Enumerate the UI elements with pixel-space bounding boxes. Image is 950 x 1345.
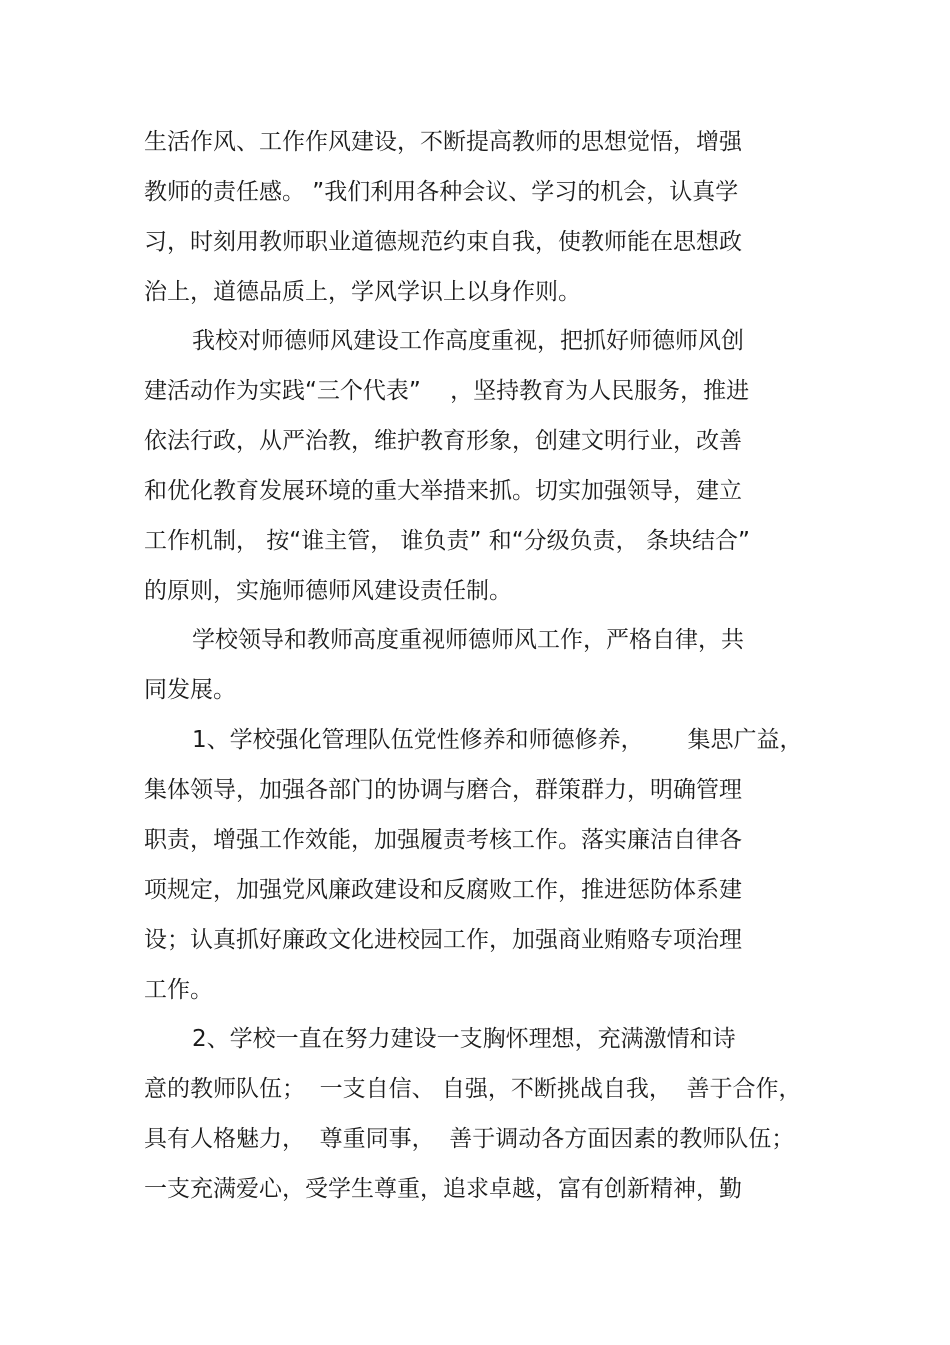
paragraph-start-line: 我校对师德师风建设工作高度重视，把抓好师德师风创 <box>192 328 744 354</box>
text-line: 意的教师队伍； 一支自信、 自强，不断挑战自我， 善于合作， <box>144 1076 802 1102</box>
text-line: 工作。 <box>144 977 213 1003</box>
text-line: 工作机制， 按“谁主管， 谁负责” 和“分级负责， 条块结合” <box>144 528 750 554</box>
text-line: 职责，增强工作效能，加强履责考核工作。落实廉洁自律各 <box>144 827 742 853</box>
text-line: 设；认真抓好廉政文化进校园工作，加强商业贿赂专项治理 <box>144 927 742 953</box>
paragraph-start-line: 2、学校一直在努力建设一支胸怀理想，充满激情和诗 <box>192 1026 736 1052</box>
text-line: 依法行政，从严治教，维护教育形象，创建文明行业，改善 <box>144 428 742 454</box>
paragraph-start-line: 学校领导和教师高度重视师德师风工作，严格自律，共 <box>192 627 744 653</box>
text-line: 集体领导，加强各部门的协调与磨合，群策群力，明确管理 <box>144 777 742 803</box>
text-line: 习，时刻用教师职业道德规范约束自我，使教师能在思想政 <box>144 229 742 255</box>
text-line: 治上，道德品质上，学风学识上以身作则。 <box>144 279 581 305</box>
text-line: 具有人格魅力， 尊重同事， 善于调动各方面因素的教师队伍； <box>144 1126 795 1152</box>
text-line: 的原则，实施师德师风建设责任制。 <box>144 578 512 604</box>
text-line: 建活动作为实践“三个代表” ，坚持教育为人民服务，推进 <box>144 378 750 404</box>
text-line: 同发展。 <box>144 677 236 703</box>
text-line: 一支充满爱心，受学生尊重，追求卓越，富有创新精神，勤 <box>144 1176 742 1202</box>
paragraph-start-line: 1、学校强化管理队伍党性修养和师德修养， 集思广益， <box>192 727 803 753</box>
text-line: 生活作风、工作作风建设，不断提高教师的思想觉悟，增强 <box>144 129 742 155</box>
text-line: 项规定，加强党风廉政建设和反腐败工作，推进惩防体系建 <box>144 877 742 903</box>
text-line: 和优化教育发展环境的重大举措来抓。切实加强领导，建立 <box>144 478 742 504</box>
text-line: 教师的责任感。 ”我们利用各种会议、学习的机会，认真学 <box>144 179 739 205</box>
